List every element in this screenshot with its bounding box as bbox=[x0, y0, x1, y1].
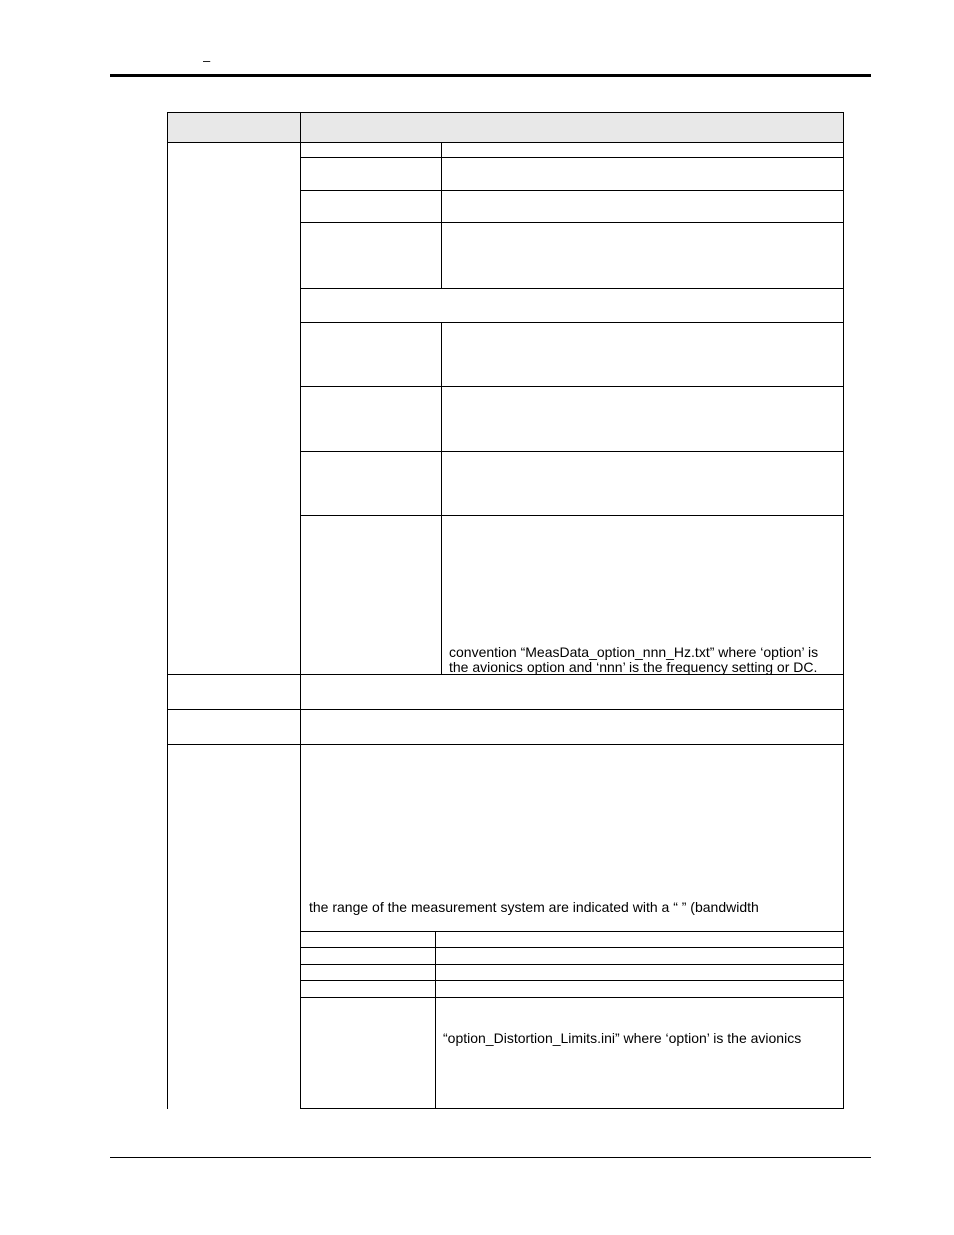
table-header-bottom-border bbox=[167, 142, 844, 143]
nested-column-divider bbox=[435, 931, 436, 1109]
row-separator bbox=[167, 744, 844, 745]
nested-row-separator bbox=[300, 222, 844, 223]
nested-row-separator bbox=[300, 931, 844, 932]
description-fragment: convention “MeasData_option_nnn_Hz.txt” where ‘option’ is bbox=[449, 644, 819, 660]
table-column-divider bbox=[300, 112, 301, 1109]
header-rule bbox=[110, 74, 871, 77]
nested-row-separator bbox=[300, 322, 844, 323]
nested-column-divider bbox=[441, 142, 442, 288]
row-separator bbox=[167, 709, 844, 710]
nested-row-separator bbox=[300, 157, 844, 158]
nested-row-separator bbox=[300, 288, 844, 289]
limits-file-fragment: “option_Distortion_Limits.ini” where ‘option’ is the avionics bbox=[443, 1030, 802, 1046]
table-left-border bbox=[167, 112, 168, 1109]
nested-column-divider bbox=[441, 322, 442, 674]
nested-row-separator bbox=[300, 964, 844, 965]
table-top-border bbox=[167, 112, 844, 113]
nested-row-separator bbox=[300, 980, 844, 981]
nested-row-separator bbox=[300, 515, 844, 516]
table-right-border bbox=[843, 112, 844, 1109]
footer-rule bbox=[110, 1157, 871, 1158]
description-fragment: the avionics option and ‘nnn’ is the frequency setting or DC. bbox=[449, 659, 818, 675]
nested-row-separator bbox=[300, 190, 844, 191]
header-mark: – bbox=[203, 53, 211, 68]
range-note-fragment: the range of the measurement system are indicated with a “ ” (bandwidth bbox=[309, 899, 759, 915]
nested-table-bottom-border bbox=[300, 1108, 844, 1109]
nested-row-separator bbox=[300, 997, 844, 998]
nested-row-separator bbox=[300, 386, 844, 387]
table-header-row bbox=[167, 112, 844, 142]
nested-row-separator bbox=[300, 947, 844, 948]
nested-row-separator bbox=[300, 451, 844, 452]
